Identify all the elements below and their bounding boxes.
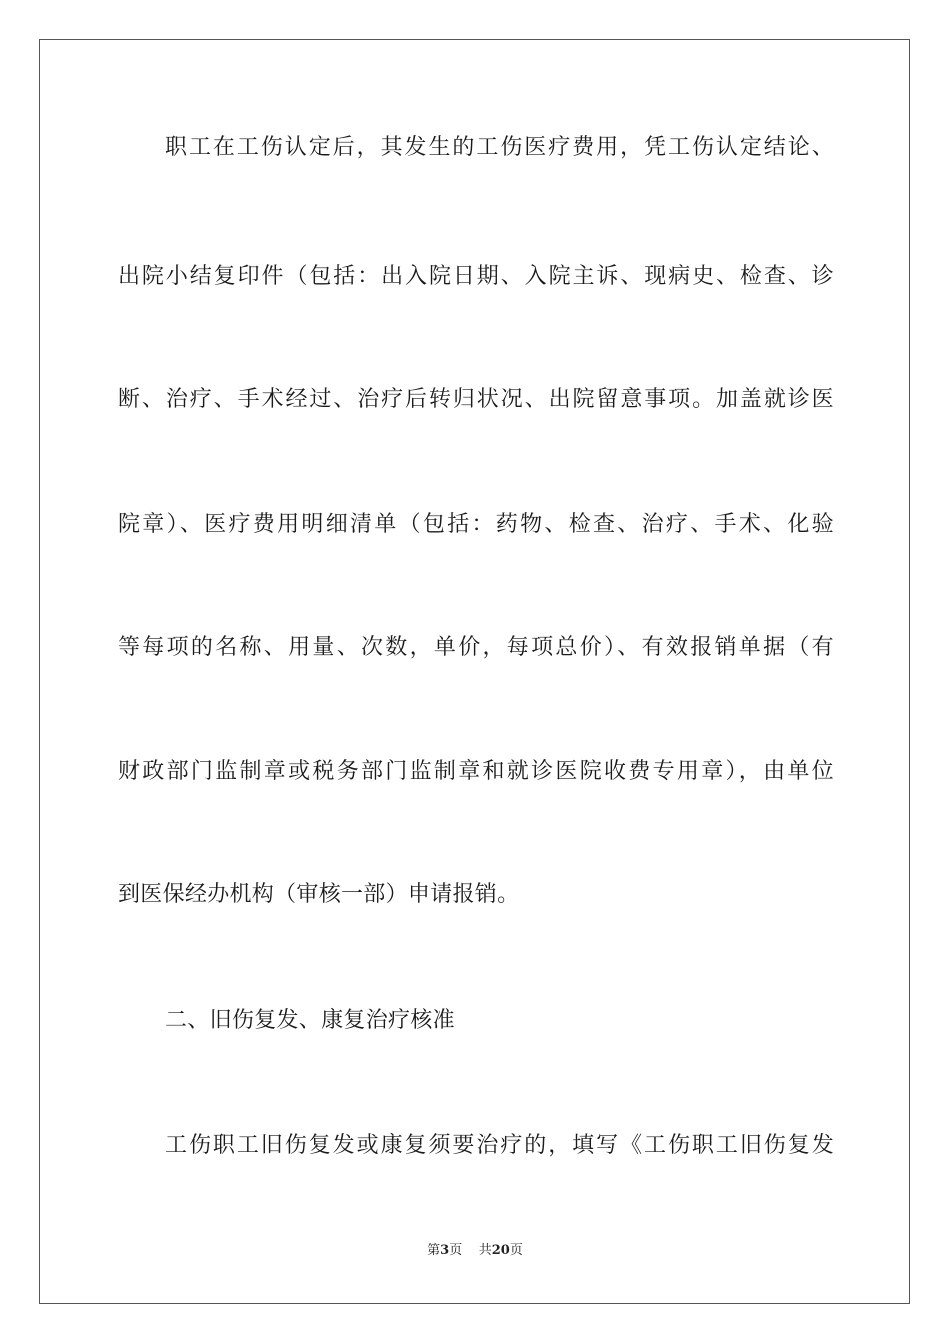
paragraph-line-8: 工伤职工旧伤复发或康复须要治疗的，填写《工伤职工旧伤复发 <box>165 1133 834 1158</box>
footer-page-prefix: 第 <box>427 1243 441 1258</box>
paragraph-line-6: 财政部门监制章或税务部门监制章和就诊医院收费专用章），由单位 <box>118 759 834 784</box>
page-footer <box>0 1242 950 1260</box>
footer-total-prefix: 共 <box>478 1243 492 1258</box>
footer-page-number: 3 <box>440 1243 450 1258</box>
paragraph-line-3: 断、治疗、手术经过、治疗后转归状况、出院留意事项。加盖就诊医 <box>118 387 834 412</box>
footer-total-suffix: 页 <box>509 1243 523 1258</box>
paragraph-line-7: 到医保经办机构（审核一部）申请报销。 <box>118 882 520 907</box>
paragraph-line-4: 院章）、医疗费用明细清单（包括：药物、检查、治疗、手术、化验 <box>118 512 834 537</box>
paragraph-line-1: 职工在工伤认定后，其发生的工伤医疗费用，凭工伤认定结论、 <box>165 135 834 160</box>
section-heading: 二、旧伤复发、康复治疗核准 <box>165 1008 455 1033</box>
footer-total-number: 20 <box>491 1243 510 1258</box>
page-border <box>39 39 910 1304</box>
paragraph-line-2: 出院小结复印件（包括：出入院日期、入院主诉、现病史、检查、诊 <box>118 264 834 289</box>
footer-page-suffix: 页 <box>449 1243 463 1258</box>
paragraph-line-5: 等每项的名称、用量、次数，单价，每项总价）、有效报销单据（有 <box>118 635 834 660</box>
